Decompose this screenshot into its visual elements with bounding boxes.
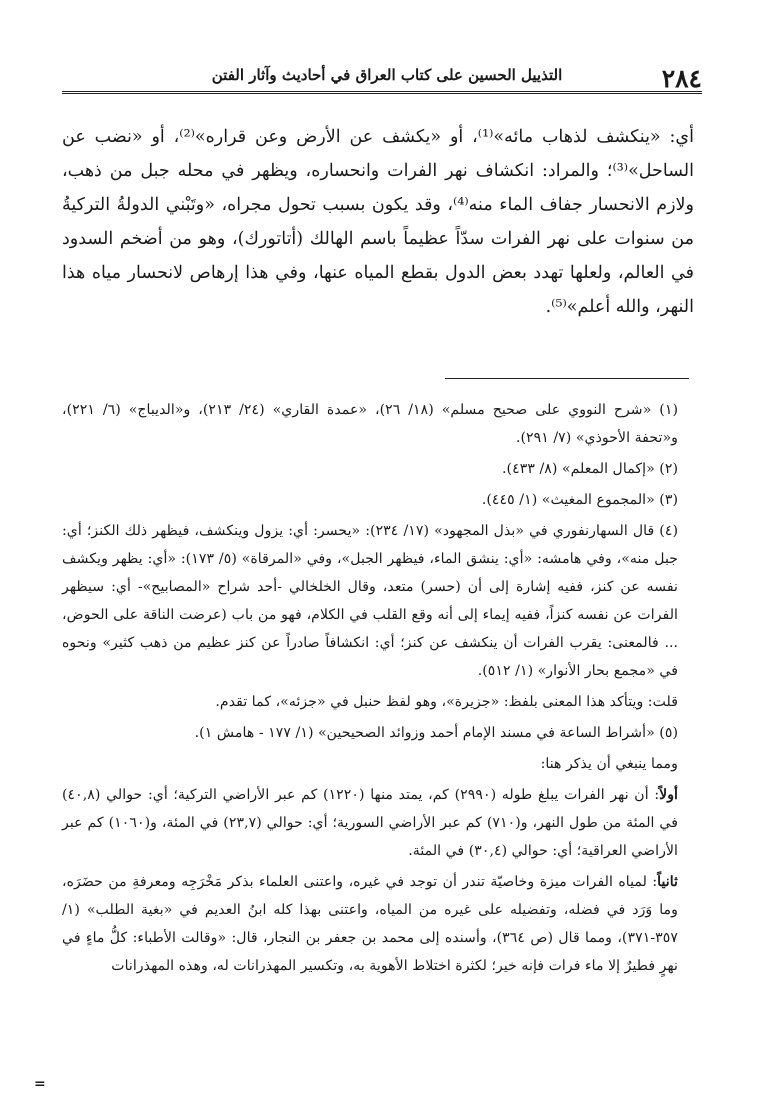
footnote-2: (٢) «إكمال المعلم» (٨/ ٤٣٣). xyxy=(502,461,678,477)
footnote-separator xyxy=(445,378,689,379)
footnote-5-intro: ومما ينبغي أن يذكر هنا: xyxy=(540,756,678,772)
page-number: ٢٨٤ xyxy=(661,64,702,93)
point-first-text: : أن نهر الفرات يبلغ طوله (٢٩٩٠) كم، يمتد منها (١٢٢٠) كم عبر الأراضي التركية؛ أي: حوالي (٤٠,٨) في المئة من طول النهر، و(٧١٠) كم عبر الأراضي السورية؛ أي: حوالي (٢٣,٧) في المئة، و(١٠٦٠) كم عبر الأراضي العراقية؛ أي: حوالي (٣٠,٤) في المئة. xyxy=(62,787,678,859)
running-header xyxy=(62,60,702,94)
point-second xyxy=(62,868,694,980)
footnote-1: (١) «شرح النووي على صحيح مسلم» (١٨/ ٢٦)، «عمدة القاري» (٢٤/ ٢١٣)، و«الديباج» (٦/ ٢٢١)، و«تحفة الأحوذي» (٧/ ٢٩١). xyxy=(62,402,678,446)
footnote-4-comment: قلت: ويتأكد هذا المعنى بلفظ: «جزيرة»، وهو لفظ حنبل في «جزئه»، كما تقدم. xyxy=(215,694,678,710)
continuation-mark: = xyxy=(34,1076,46,1092)
point-first xyxy=(62,781,694,865)
point-second-label: ثانياً xyxy=(657,874,678,890)
running-title: التذييل الحسين على كتاب العراق في أحاديث وآثار الفتن xyxy=(211,66,563,84)
point-second-text: : لمياه الفرات ميزة وخاصيّة تندر أن توجد في غيره، واعتنى العلماء بذكر مَخْرَجِه ومعرفةِ من حضَرَه، وما وَرَد في فضله، وتفضيله على غيره من المياه، واعتنى بهذا كله ابنُ العديم في «بغية الطلب» (١/ ٣٥٧-٣٧١)، ومما قال (ص ٣٦٤)، وأسنده إلى محمد بن جعفر بن النجار، قال: «وقالت الأطباء: كلُّ ماءٍ في نهرٍ فطيرٌ إلا ماء فرات فإنه خير؛ لكثرة اختلاط الأهوية به، وتكسير المهذرانات له، وهذه المهذرانات xyxy=(62,874,678,974)
footnote-3: (٣) «المجموع المغيث» (١/ ٤٤٥). xyxy=(481,492,678,508)
footnote-5: (٥) «أشراط الساعة في مسند الإمام أحمد وزوائد الصحيحين» (١/ ١٧٧ - هامش ١). xyxy=(194,725,678,741)
point-first-label: أولاً xyxy=(659,787,678,803)
header-rule xyxy=(62,91,702,94)
footnotes xyxy=(62,396,694,983)
footnote-4: (٤) قال السهارنفوري في «بذل المجهود» (١٧/ ٢٣٤): «يحسر: أي: يزول وينكشف، فيظهر ذلك الكنز؛ أي: جبل منه»، وفي هامشه: «أي: ينشق الماء، فيظهر الجبل»، وفي «المرقاة» (٥/ ١٧٣): «أي: يظهر ويكشف نفسه عن كنز، ففيه إشارة إلى أن (حسر) متعد، وقال الخلخالي -أحد شراح «المصابيح»- أي: سيظهر الفرات عن نفسه كنزاً، ففيه إيماء إلى أنه وقع القلب في الكلام، فهو من باب (عرضت الناقة على الحوض، ... فالمعنى: يقرب الفرات أن ينكشف عن كنز؛ أي: انكشافاً صادراً عن كنز عظيم من ذهب كثير» ونحوه في «مجمع بحار الأنوار» (١/ ٥١٢). xyxy=(62,523,678,679)
main-paragraph: أي: «ينكشف لذهاب مائه»⁽¹⁾، أو «يكشف عن الأرض وعن قراره»⁽²⁾، أو «نضب عن الساحل»⁽³⁾؛ والمراد: انكشاف نهر الفرات وانحساره، ويظهر في محله جبل من ذهب، ولازم الانحسار جفاف الماء منه⁽⁴⁾، وقد يكون بسبب تحول مجراه، «وتَبْني الدولةُ التركيةُ من سنوات على نهر الفرات سدّاً عظيماً باسم الهالك (أتاتورك)، وهو من أضخم السدود في العالم، ولعلها تهدد بعض الدول بقطع المياه عنها، وفي هذا إرهاص لانحسار مياه هذا النهر، والله أعلم»⁽⁵⁾. xyxy=(62,127,694,317)
main-text xyxy=(62,120,694,324)
